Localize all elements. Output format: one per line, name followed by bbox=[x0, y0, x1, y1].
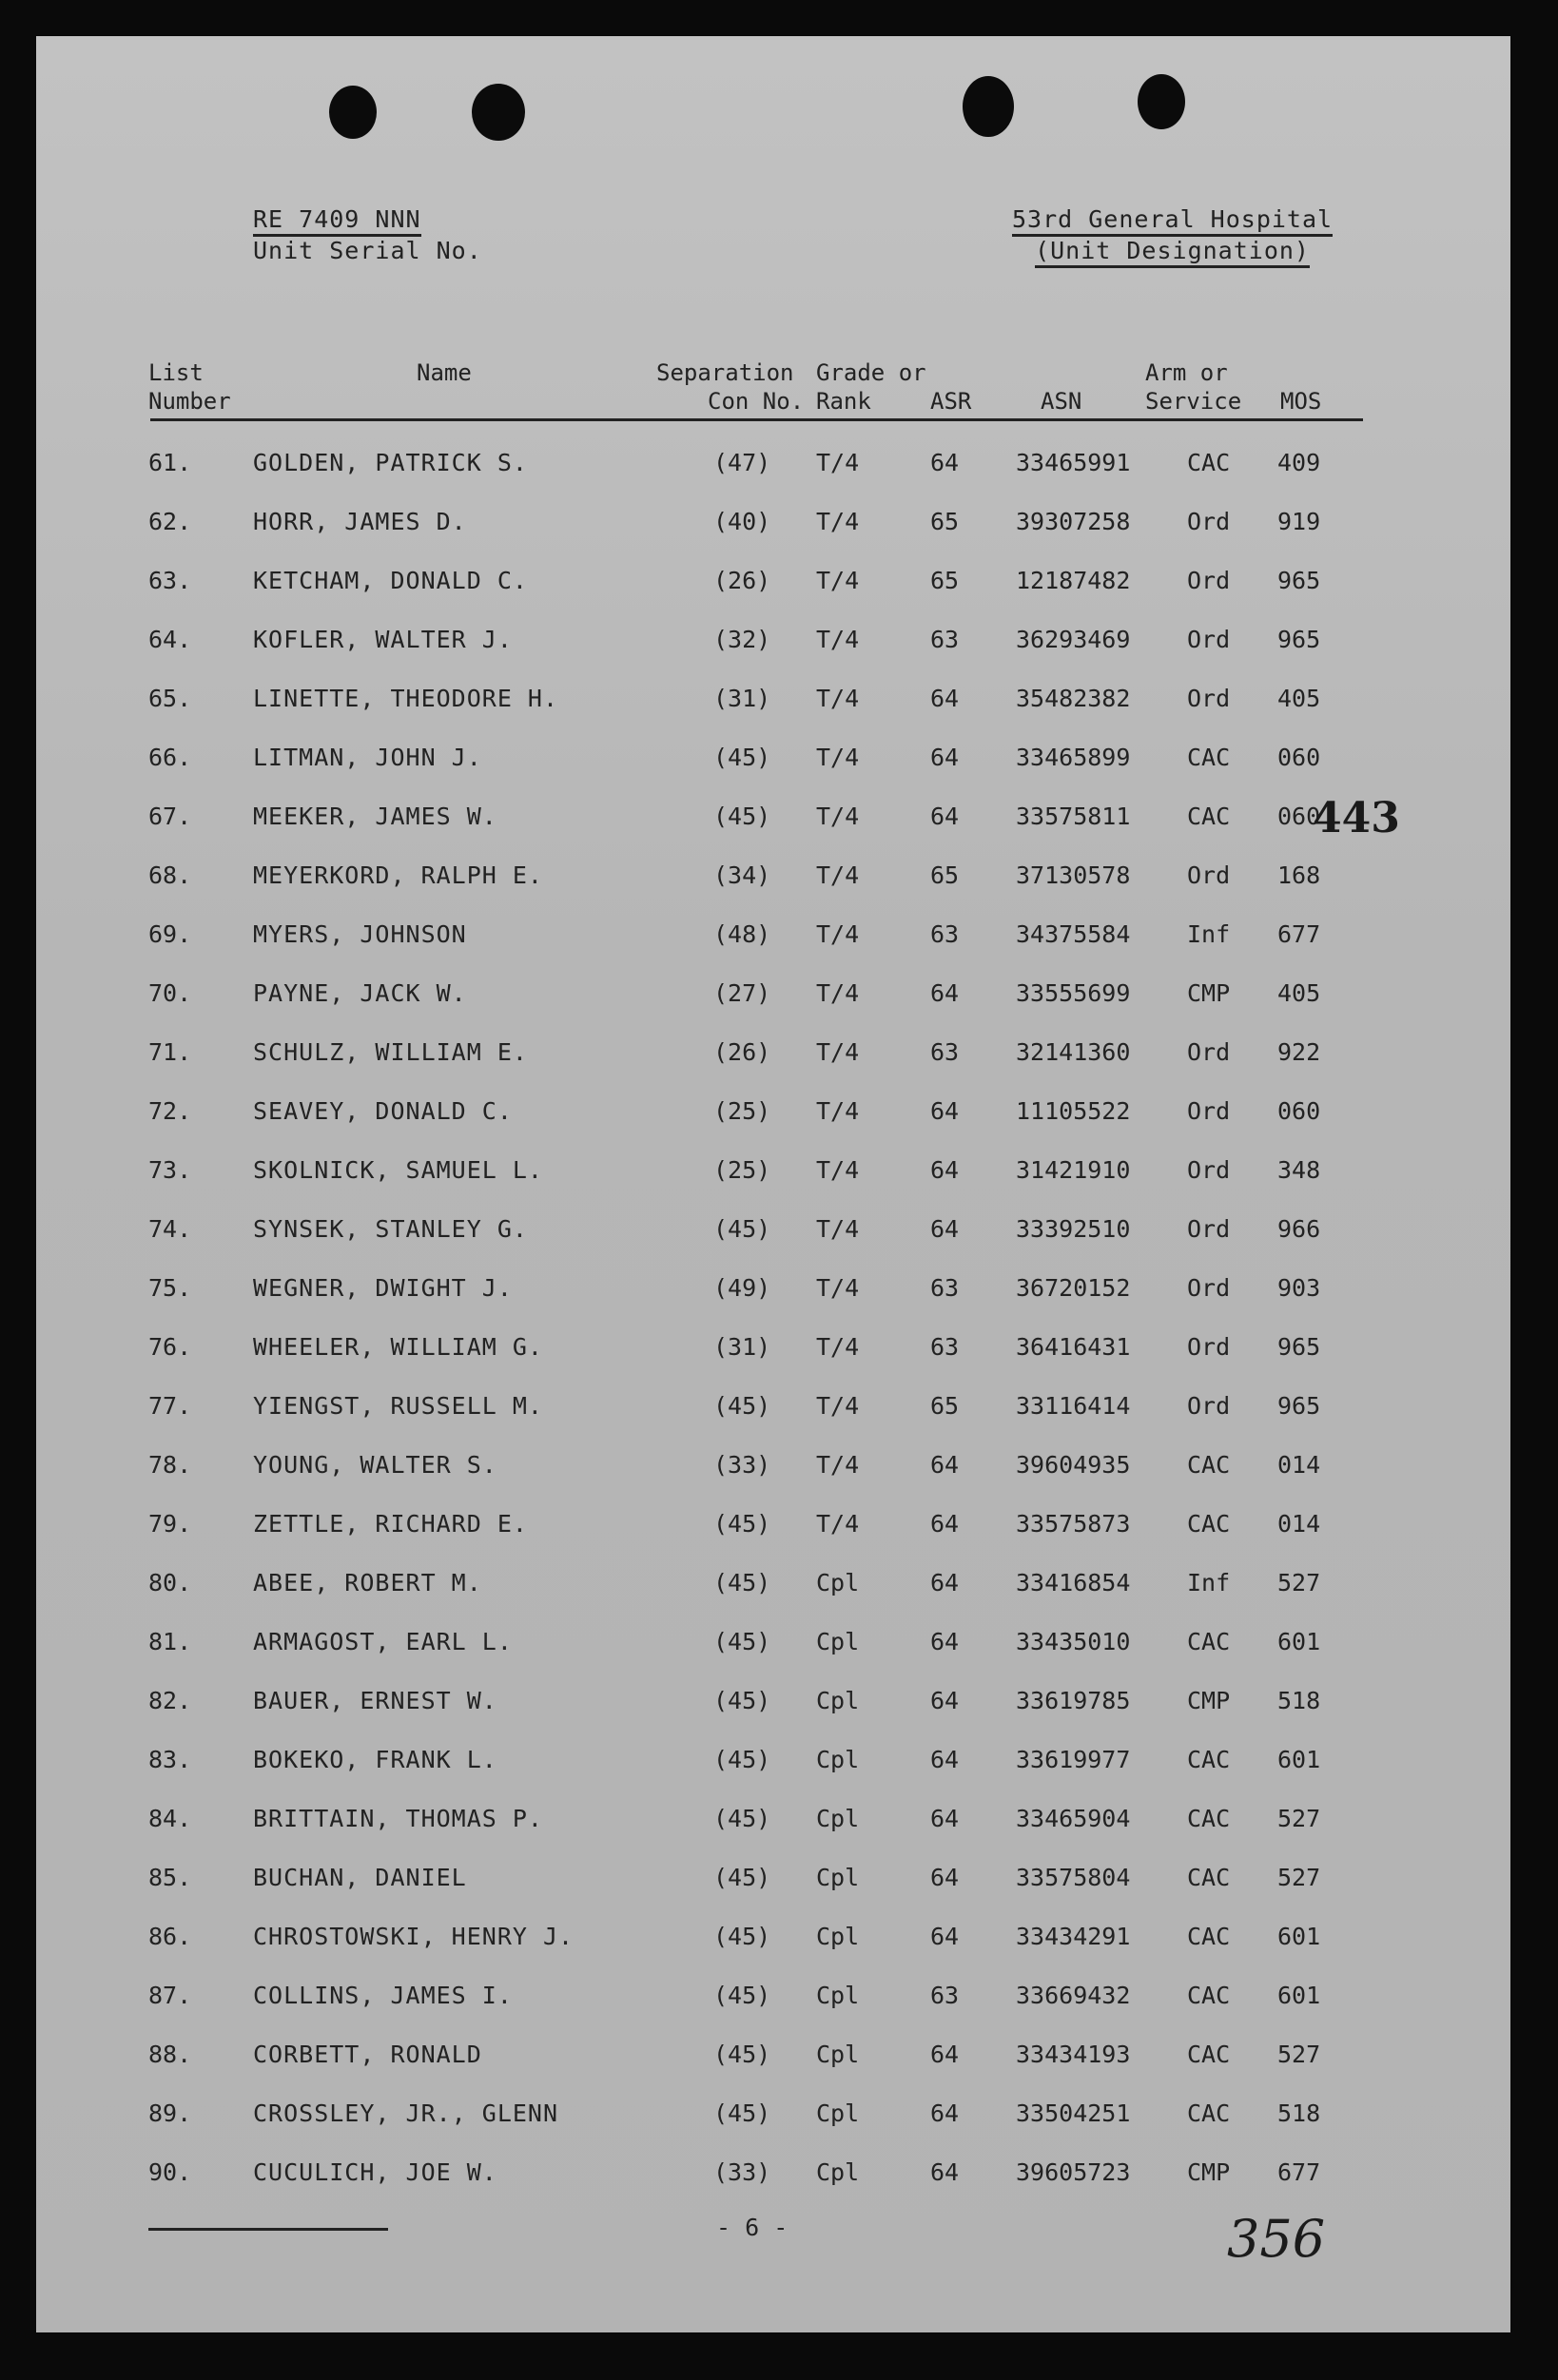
col-separation-1: Separation bbox=[656, 359, 794, 386]
cell-asr: 64 bbox=[930, 803, 960, 830]
cell-arm: Ord bbox=[1187, 1333, 1231, 1361]
cell-grade: Cpl bbox=[816, 1746, 860, 1773]
cell-name: HORR, JAMES D. bbox=[253, 508, 467, 535]
cell-grade: T/4 bbox=[816, 1333, 860, 1361]
cell-mos: 601 bbox=[1277, 1628, 1321, 1655]
cell-num: 76. bbox=[148, 1333, 192, 1361]
cell-name: GOLDEN, PATRICK S. bbox=[253, 449, 528, 476]
cell-grade: T/4 bbox=[816, 1038, 860, 1066]
cell-grade: Cpl bbox=[816, 1982, 860, 2009]
cell-name: KETCHAM, DONALD C. bbox=[253, 567, 528, 594]
cell-asn: 33619785 bbox=[1016, 1687, 1131, 1714]
cell-asn: 36720152 bbox=[1016, 1274, 1131, 1302]
cell-num: 89. bbox=[148, 2099, 192, 2127]
table-row bbox=[36, 787, 1510, 846]
cell-sep: (34) bbox=[713, 861, 771, 889]
cell-mos: 527 bbox=[1277, 1805, 1321, 1832]
cell-sep: (45) bbox=[713, 1982, 771, 2009]
cell-mos: 168 bbox=[1277, 861, 1321, 889]
cell-name: ABEE, ROBERT M. bbox=[253, 1569, 482, 1596]
cell-name: YIENGST, RUSSELL M. bbox=[253, 1392, 543, 1420]
cell-arm: Inf bbox=[1187, 920, 1231, 948]
table-row bbox=[36, 1790, 1510, 1848]
cell-arm: Ord bbox=[1187, 567, 1231, 594]
cell-arm: CAC bbox=[1187, 1864, 1231, 1891]
handwritten-number: 356 bbox=[1227, 2209, 1326, 2269]
cell-name: MEYERKORD, RALPH E. bbox=[253, 861, 543, 889]
cell-asr: 64 bbox=[930, 1451, 960, 1479]
stamp-number: 443 bbox=[1313, 794, 1400, 842]
cell-sep: (45) bbox=[713, 1510, 771, 1538]
cell-arm: CAC bbox=[1187, 1451, 1231, 1479]
table-row bbox=[36, 1495, 1510, 1554]
cell-arm: CMP bbox=[1187, 2158, 1231, 2186]
cell-sep: (26) bbox=[713, 1038, 771, 1066]
cell-grade: T/4 bbox=[816, 1215, 860, 1243]
cell-grade: T/4 bbox=[816, 920, 860, 948]
table-row bbox=[36, 1141, 1510, 1200]
cell-asn: 39307258 bbox=[1016, 508, 1131, 535]
col-arm-1: Arm or bbox=[1145, 359, 1228, 386]
cell-mos: 601 bbox=[1277, 1746, 1321, 1773]
table-row bbox=[36, 669, 1510, 728]
cell-arm: Ord bbox=[1187, 1215, 1231, 1243]
cell-grade: Cpl bbox=[816, 1628, 860, 1655]
cell-grade: T/4 bbox=[816, 1510, 860, 1538]
cell-arm: CAC bbox=[1187, 1923, 1231, 1950]
cell-arm: Ord bbox=[1187, 1038, 1231, 1066]
cell-asr: 64 bbox=[930, 744, 960, 771]
cell-mos: 405 bbox=[1277, 979, 1321, 1007]
table-row bbox=[36, 2143, 1510, 2202]
cell-mos: 527 bbox=[1277, 1569, 1321, 1596]
cell-asn: 11105522 bbox=[1016, 1097, 1131, 1125]
cell-asr: 64 bbox=[930, 449, 960, 476]
cell-num: 90. bbox=[148, 2158, 192, 2186]
cell-asn: 31421910 bbox=[1016, 1156, 1131, 1184]
cell-grade: Cpl bbox=[816, 1864, 860, 1891]
cell-grade: T/4 bbox=[816, 508, 860, 535]
col-arm-2: Service bbox=[1145, 388, 1242, 415]
cell-sep: (45) bbox=[713, 1805, 771, 1832]
cell-mos: 409 bbox=[1277, 449, 1321, 476]
cell-num: 77. bbox=[148, 1392, 192, 1420]
cell-num: 78. bbox=[148, 1451, 192, 1479]
cell-arm: CAC bbox=[1187, 1628, 1231, 1655]
col-list-number-2: Number bbox=[148, 388, 231, 415]
cell-grade: Cpl bbox=[816, 1923, 860, 1950]
cell-asr: 64 bbox=[930, 979, 960, 1007]
cell-num: 62. bbox=[148, 508, 192, 535]
cell-sep: (47) bbox=[713, 449, 771, 476]
cell-num: 66. bbox=[148, 744, 192, 771]
cell-mos: 677 bbox=[1277, 920, 1321, 948]
cell-name: ZETTLE, RICHARD E. bbox=[253, 1510, 528, 1538]
cell-asr: 64 bbox=[930, 1215, 960, 1243]
cell-num: 67. bbox=[148, 803, 192, 830]
cell-grade: Cpl bbox=[816, 1569, 860, 1596]
table-row bbox=[36, 2025, 1510, 2084]
cell-name: LINETTE, THEODORE H. bbox=[253, 685, 559, 712]
cell-arm: CAC bbox=[1187, 1510, 1231, 1538]
cell-asr: 64 bbox=[930, 1628, 960, 1655]
cell-grade: T/4 bbox=[816, 1451, 860, 1479]
cell-name: SEAVEY, DONALD C. bbox=[253, 1097, 513, 1125]
cell-asr: 64 bbox=[930, 1805, 960, 1832]
cell-name: BAUER, ERNEST W. bbox=[253, 1687, 497, 1714]
cell-num: 81. bbox=[148, 1628, 192, 1655]
cell-sep: (45) bbox=[713, 803, 771, 830]
cell-asn: 35482382 bbox=[1016, 685, 1131, 712]
cell-arm: Ord bbox=[1187, 1097, 1231, 1125]
cell-sep: (27) bbox=[713, 979, 771, 1007]
cell-grade: Cpl bbox=[816, 2099, 860, 2127]
cell-grade: Cpl bbox=[816, 1687, 860, 1714]
cell-asn: 33465991 bbox=[1016, 449, 1131, 476]
col-separation-2: Con No. bbox=[708, 388, 805, 415]
unit-serial-label: Unit Serial No. bbox=[253, 237, 482, 264]
cell-name: WHEELER, WILLIAM G. bbox=[253, 1333, 543, 1361]
cell-name: WEGNER, DWIGHT J. bbox=[253, 1274, 513, 1302]
cell-sep: (45) bbox=[713, 1864, 771, 1891]
document-sheet bbox=[36, 36, 1510, 2332]
cell-arm: Ord bbox=[1187, 626, 1231, 653]
cell-name: ARMAGOST, EARL L. bbox=[253, 1628, 513, 1655]
cell-sep: (31) bbox=[713, 685, 771, 712]
cell-grade: T/4 bbox=[816, 744, 860, 771]
cell-asn: 33434193 bbox=[1016, 2041, 1131, 2068]
table-row bbox=[36, 1613, 1510, 1672]
cell-num: 87. bbox=[148, 1982, 192, 2009]
table-row bbox=[36, 1436, 1510, 1495]
cell-grade: T/4 bbox=[816, 1274, 860, 1302]
cell-mos: 014 bbox=[1277, 1451, 1321, 1479]
table-row bbox=[36, 905, 1510, 964]
cell-mos: 903 bbox=[1277, 1274, 1321, 1302]
table-row bbox=[36, 1907, 1510, 1966]
col-grade-1: Grade or bbox=[816, 359, 926, 386]
cell-asn: 33434291 bbox=[1016, 1923, 1131, 1950]
cell-asn: 33504251 bbox=[1016, 2099, 1131, 2127]
cell-num: 74. bbox=[148, 1215, 192, 1243]
cell-sep: (45) bbox=[713, 1687, 771, 1714]
cell-grade: T/4 bbox=[816, 626, 860, 653]
cell-mos: 677 bbox=[1277, 2158, 1321, 2186]
cell-grade: T/4 bbox=[816, 1097, 860, 1125]
cell-asn: 34375584 bbox=[1016, 920, 1131, 948]
cell-num: 72. bbox=[148, 1097, 192, 1125]
table-row bbox=[36, 1377, 1510, 1436]
cell-name: CHROSTOWSKI, HENRY J. bbox=[253, 1923, 575, 1950]
cell-grade: T/4 bbox=[816, 1156, 860, 1184]
cell-num: 88. bbox=[148, 2041, 192, 2068]
cell-asn: 33435010 bbox=[1016, 1628, 1131, 1655]
cell-asn: 33575811 bbox=[1016, 803, 1131, 830]
unit-designation-value: 53rd General Hospital bbox=[1012, 205, 1333, 237]
cell-asr: 63 bbox=[930, 920, 960, 948]
cell-asr: 64 bbox=[930, 1687, 960, 1714]
cell-arm: CAC bbox=[1187, 1805, 1231, 1832]
cell-asr: 64 bbox=[930, 2158, 960, 2186]
cell-sep: (45) bbox=[713, 1923, 771, 1950]
cell-asr: 63 bbox=[930, 626, 960, 653]
cell-asr: 63 bbox=[930, 1274, 960, 1302]
table-row bbox=[36, 1554, 1510, 1613]
cell-mos: 518 bbox=[1277, 1687, 1321, 1714]
cell-num: 83. bbox=[148, 1746, 192, 1773]
cell-grade: Cpl bbox=[816, 2158, 860, 2186]
table-row bbox=[36, 1731, 1510, 1790]
cell-sep: (32) bbox=[713, 626, 771, 653]
cell-grade: T/4 bbox=[816, 979, 860, 1007]
cell-name: YOUNG, WALTER S. bbox=[253, 1451, 497, 1479]
cell-name: CROSSLEY, JR., GLENN bbox=[253, 2099, 559, 2127]
cell-sep: (31) bbox=[713, 1333, 771, 1361]
cell-sep: (45) bbox=[713, 1392, 771, 1420]
cell-asr: 64 bbox=[930, 1156, 960, 1184]
col-asn: ASN bbox=[1041, 388, 1082, 415]
cell-sep: (40) bbox=[713, 508, 771, 535]
unit-serial-value: RE 7409 NNN bbox=[253, 205, 421, 237]
col-asr: ASR bbox=[930, 388, 972, 415]
cell-asr: 64 bbox=[930, 2099, 960, 2127]
cell-grade: T/4 bbox=[816, 449, 860, 476]
header-rule bbox=[150, 418, 1363, 421]
cell-sep: (48) bbox=[713, 920, 771, 948]
table-row bbox=[36, 610, 1510, 669]
cell-num: 75. bbox=[148, 1274, 192, 1302]
cell-num: 64. bbox=[148, 626, 192, 653]
cell-grade: Cpl bbox=[816, 2041, 860, 2068]
cell-arm: Ord bbox=[1187, 1274, 1231, 1302]
cell-asn: 33575873 bbox=[1016, 1510, 1131, 1538]
cell-num: 65. bbox=[148, 685, 192, 712]
cell-num: 86. bbox=[148, 1923, 192, 1950]
cell-asn: 32141360 bbox=[1016, 1038, 1131, 1066]
cell-grade: T/4 bbox=[816, 861, 860, 889]
cell-name: MEEKER, JAMES W. bbox=[253, 803, 497, 830]
table-row bbox=[36, 434, 1510, 493]
cell-num: 84. bbox=[148, 1805, 192, 1832]
cell-num: 82. bbox=[148, 1687, 192, 1714]
col-grade-2: Rank bbox=[816, 388, 871, 415]
cell-arm: Ord bbox=[1187, 685, 1231, 712]
cell-grade: T/4 bbox=[816, 567, 860, 594]
table-row bbox=[36, 964, 1510, 1023]
cell-grade: T/4 bbox=[816, 685, 860, 712]
cell-asr: 65 bbox=[930, 567, 960, 594]
cell-mos: 527 bbox=[1277, 2041, 1321, 2068]
cell-arm: CAC bbox=[1187, 744, 1231, 771]
cell-name: MYERS, JOHNSON bbox=[253, 920, 467, 948]
cell-sep: (25) bbox=[713, 1156, 771, 1184]
cell-arm: Ord bbox=[1187, 1392, 1231, 1420]
cell-asr: 64 bbox=[930, 1923, 960, 1950]
cell-sep: (45) bbox=[713, 1628, 771, 1655]
cell-asr: 64 bbox=[930, 1097, 960, 1125]
unit-designation-block bbox=[1012, 205, 1333, 268]
cell-arm: Ord bbox=[1187, 1156, 1231, 1184]
cell-asn: 33416854 bbox=[1016, 1569, 1131, 1596]
cell-mos: 601 bbox=[1277, 1982, 1321, 2009]
cell-asn: 36293469 bbox=[1016, 626, 1131, 653]
cell-asn: 33619977 bbox=[1016, 1746, 1131, 1773]
cell-arm: CAC bbox=[1187, 1746, 1231, 1773]
cell-name: CUCULICH, JOE W. bbox=[253, 2158, 497, 2186]
cell-asr: 65 bbox=[930, 861, 960, 889]
cell-arm: CMP bbox=[1187, 1687, 1231, 1714]
cell-name: COLLINS, JAMES I. bbox=[253, 1982, 513, 2009]
cell-mos: 405 bbox=[1277, 685, 1321, 712]
cell-grade: Cpl bbox=[816, 1805, 860, 1832]
cell-sep: (25) bbox=[713, 1097, 771, 1125]
table-row bbox=[36, 2084, 1510, 2143]
table-row bbox=[36, 1023, 1510, 1082]
unit-serial-block bbox=[253, 205, 482, 265]
cell-sep: (45) bbox=[713, 1215, 771, 1243]
col-list-number-1: List bbox=[148, 359, 204, 386]
cell-arm: CAC bbox=[1187, 803, 1231, 830]
cell-mos: 966 bbox=[1277, 1215, 1321, 1243]
table-row bbox=[36, 728, 1510, 787]
cell-asr: 63 bbox=[930, 1982, 960, 2009]
cell-arm: CMP bbox=[1187, 979, 1231, 1007]
cell-arm: CAC bbox=[1187, 449, 1231, 476]
cell-grade: T/4 bbox=[816, 803, 860, 830]
cell-num: 71. bbox=[148, 1038, 192, 1066]
cell-sep: (45) bbox=[713, 744, 771, 771]
cell-num: 70. bbox=[148, 979, 192, 1007]
punch-hole bbox=[329, 86, 377, 139]
cell-mos: 965 bbox=[1277, 567, 1321, 594]
cell-asr: 64 bbox=[930, 1569, 960, 1596]
cell-asr: 65 bbox=[930, 508, 960, 535]
cell-name: LITMAN, JOHN J. bbox=[253, 744, 482, 771]
cell-asn: 33575804 bbox=[1016, 1864, 1131, 1891]
cell-asr: 64 bbox=[930, 685, 960, 712]
cell-mos: 965 bbox=[1277, 626, 1321, 653]
cell-name: KOFLER, WALTER J. bbox=[253, 626, 513, 653]
table-row bbox=[36, 551, 1510, 610]
unit-designation-label: (Unit Designation) bbox=[1035, 237, 1310, 268]
cell-num: 68. bbox=[148, 861, 192, 889]
cell-num: 85. bbox=[148, 1864, 192, 1891]
cell-sep: (45) bbox=[713, 2099, 771, 2127]
cell-mos: 965 bbox=[1277, 1392, 1321, 1420]
cell-asn: 33392510 bbox=[1016, 1215, 1131, 1243]
cell-mos: 922 bbox=[1277, 1038, 1321, 1066]
cell-mos: 348 bbox=[1277, 1156, 1321, 1184]
table-row bbox=[36, 1082, 1510, 1141]
cell-asr: 64 bbox=[930, 1510, 960, 1538]
cell-asn: 33116414 bbox=[1016, 1392, 1131, 1420]
col-mos: MOS bbox=[1280, 388, 1322, 415]
cell-num: 63. bbox=[148, 567, 192, 594]
cell-asn: 37130578 bbox=[1016, 861, 1131, 889]
cell-num: 80. bbox=[148, 1569, 192, 1596]
cell-name: PAYNE, JACK W. bbox=[253, 979, 467, 1007]
cell-asn: 33465899 bbox=[1016, 744, 1131, 771]
cell-sep: (33) bbox=[713, 2158, 771, 2186]
cell-mos: 518 bbox=[1277, 2099, 1321, 2127]
cell-sep: (49) bbox=[713, 1274, 771, 1302]
table-row bbox=[36, 1966, 1510, 2025]
cell-arm: Ord bbox=[1187, 861, 1231, 889]
cell-num: 61. bbox=[148, 449, 192, 476]
table-row bbox=[36, 493, 1510, 551]
cell-name: SYNSEK, STANLEY G. bbox=[253, 1215, 528, 1243]
table-row bbox=[36, 1318, 1510, 1377]
cell-sep: (45) bbox=[713, 1569, 771, 1596]
cell-arm: Inf bbox=[1187, 1569, 1231, 1596]
cell-asn: 36416431 bbox=[1016, 1333, 1131, 1361]
page-number: - 6 - bbox=[716, 2214, 789, 2241]
cell-name: BOKEKO, FRANK L. bbox=[253, 1746, 497, 1773]
column-headers bbox=[36, 359, 1510, 422]
table-row bbox=[36, 1848, 1510, 1907]
cell-mos: 060 bbox=[1277, 744, 1321, 771]
table-row bbox=[36, 1672, 1510, 1731]
cell-asn: 33465904 bbox=[1016, 1805, 1131, 1832]
cell-num: 73. bbox=[148, 1156, 192, 1184]
cell-name: BRITTAIN, THOMAS P. bbox=[253, 1805, 543, 1832]
cell-arm: CAC bbox=[1187, 2099, 1231, 2127]
table-row bbox=[36, 846, 1510, 905]
cell-name: BUCHAN, DANIEL bbox=[253, 1864, 467, 1891]
col-name: Name bbox=[417, 359, 472, 386]
punch-hole bbox=[472, 84, 525, 141]
table-row bbox=[36, 1200, 1510, 1259]
cell-mos: 965 bbox=[1277, 1333, 1321, 1361]
cell-mos: 014 bbox=[1277, 1510, 1321, 1538]
cell-asn: 33555699 bbox=[1016, 979, 1131, 1007]
footer-rule bbox=[148, 2228, 388, 2231]
cell-mos: 601 bbox=[1277, 1923, 1321, 1950]
table-row bbox=[36, 1259, 1510, 1318]
cell-asr: 64 bbox=[930, 1746, 960, 1773]
cell-grade: T/4 bbox=[816, 1392, 860, 1420]
cell-mos: 060 bbox=[1277, 1097, 1321, 1125]
punch-hole bbox=[963, 76, 1014, 137]
cell-asr: 65 bbox=[930, 1392, 960, 1420]
cell-asr: 63 bbox=[930, 1333, 960, 1361]
cell-asr: 64 bbox=[930, 1864, 960, 1891]
cell-arm: Ord bbox=[1187, 508, 1231, 535]
cell-asr: 63 bbox=[930, 1038, 960, 1066]
punch-hole bbox=[1138, 74, 1185, 129]
cell-asn: 39605723 bbox=[1016, 2158, 1131, 2186]
cell-asn: 39604935 bbox=[1016, 1451, 1131, 1479]
cell-arm: CAC bbox=[1187, 2041, 1231, 2068]
cell-sep: (26) bbox=[713, 567, 771, 594]
cell-mos: 527 bbox=[1277, 1864, 1321, 1891]
cell-num: 79. bbox=[148, 1510, 192, 1538]
cell-mos: 060 bbox=[1277, 803, 1321, 830]
cell-asr: 64 bbox=[930, 2041, 960, 2068]
cell-sep: (45) bbox=[713, 2041, 771, 2068]
cell-asn: 33669432 bbox=[1016, 1982, 1131, 2009]
cell-asn: 12187482 bbox=[1016, 567, 1131, 594]
cell-name: CORBETT, RONALD bbox=[253, 2041, 482, 2068]
cell-name: SKOLNICK, SAMUEL L. bbox=[253, 1156, 543, 1184]
cell-name: SCHULZ, WILLIAM E. bbox=[253, 1038, 528, 1066]
cell-sep: (33) bbox=[713, 1451, 771, 1479]
cell-num: 69. bbox=[148, 920, 192, 948]
cell-mos: 919 bbox=[1277, 508, 1321, 535]
cell-arm: CAC bbox=[1187, 1982, 1231, 2009]
cell-sep: (45) bbox=[713, 1746, 771, 1773]
